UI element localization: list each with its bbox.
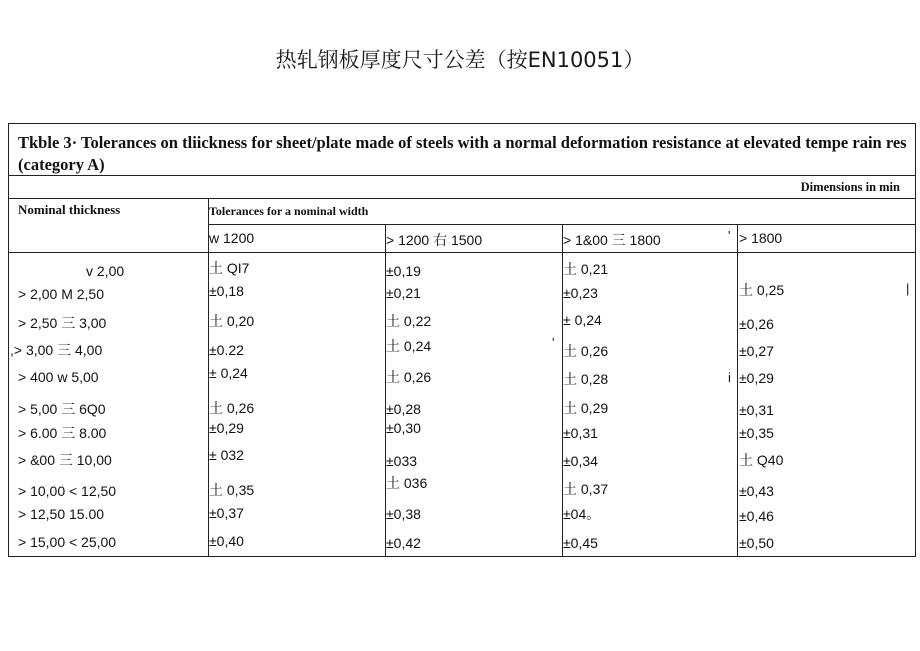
page-title: 热轧钢板厚度尺寸公差（按EN10051）: [275, 48, 645, 72]
tolerance-value: ±0,46: [739, 508, 774, 524]
tolerance-value: ±0,27: [739, 343, 774, 359]
row-thickness: > 10,00 < 12,50: [18, 483, 117, 499]
tolerance-value: 土 0,20: [209, 313, 255, 329]
nominal-thickness-header: Nominal thickness: [18, 202, 121, 217]
row-thickness: > 15,00 < 25,00: [18, 534, 117, 550]
tolerance-value: 土 0,24: [386, 338, 432, 354]
row-thickness: > 5,00 三 6Q0: [18, 401, 106, 417]
width-header-2: > 1200 右 1500: [386, 232, 483, 248]
tolerance-value: ±0,28: [386, 401, 421, 417]
tolerance-value: ± 0,24: [563, 312, 602, 328]
tolerances-header: Tolerances for a nominal width: [209, 204, 369, 218]
tolerance-value: 土 0,29: [563, 400, 609, 416]
row-thickness: > 12,50 15.00: [18, 506, 105, 522]
width-header-4: > 1800: [739, 230, 783, 246]
tolerance-value: ±0,29: [739, 370, 774, 386]
tolerance-value: 土 QI7: [209, 260, 250, 276]
stray-mark: |: [906, 281, 910, 296]
stray-mark: ': [728, 228, 731, 243]
tolerance-value: ±04。: [563, 506, 601, 522]
tolerance-value: ±0,45: [563, 535, 598, 551]
tolerance-value: ±0,18: [209, 283, 244, 299]
width-header-1: w 1200: [209, 230, 255, 246]
stray-mark: i: [728, 370, 731, 385]
tolerance-value: 土 036: [386, 475, 428, 491]
tolerance-value: ±0,21: [386, 285, 421, 301]
table-border-top: [8, 123, 916, 124]
tolerance-value: ±0,37: [209, 505, 244, 521]
row-thickness: > &00 三 10,00: [18, 452, 112, 468]
tolerance-value: 土 0,26: [386, 369, 432, 385]
tolerance-value: ± 032: [209, 447, 244, 463]
tolerance-value: 土 0,21: [563, 261, 609, 277]
tolerance-table: [8, 123, 916, 557]
table-border-right: [915, 123, 916, 557]
tolerance-value: ±0,31: [563, 425, 598, 441]
tolerance-value: 土 0,22: [386, 313, 432, 329]
tolerance-value: ±0,26: [739, 316, 774, 332]
tolerance-value: 土 Q40: [739, 452, 784, 468]
dims-divider: [8, 198, 916, 199]
tolerance-value: ±0,31: [739, 402, 774, 418]
table-caption: Tkble 3· Tolerances on tliickness for sheet/plate made of steels with a normal deformation resistance at elevated tempe rain res (category A): [18, 133, 907, 174]
tolerance-value: ±0,43: [739, 483, 774, 499]
stray-mark: ': [552, 335, 555, 350]
tolerance-value: ±0,40: [209, 533, 244, 549]
tolerance-value: ±0,42: [386, 535, 421, 551]
row-thickness: > 2,00 M 2,50: [18, 286, 105, 302]
tolerance-value: ±033: [386, 453, 418, 469]
tolerance-value: ±0,30: [386, 420, 421, 436]
tolerance-value: 土 0,26: [209, 400, 255, 416]
column-divider-4: [737, 224, 738, 557]
tolerance-value: ±0,23: [563, 285, 598, 301]
tolerance-value: ±0,35: [739, 425, 774, 441]
tolerance-value: ±0,29: [209, 420, 244, 436]
row-thickness: > 400 w 5,00: [18, 369, 99, 385]
row-thickness: > 2,50 三 3,00: [18, 315, 107, 331]
table-border-left: [8, 123, 9, 557]
width-header-3: > 1&00 三 1800: [563, 232, 661, 248]
tolerance-value: 土 0,28: [563, 371, 609, 387]
tolerance-value: ±0,34: [563, 453, 598, 469]
tolerance-value: ±0,50: [739, 535, 774, 551]
tolerance-value: ±0,38: [386, 506, 421, 522]
tolerance-value: ±0.22: [209, 342, 244, 358]
tolerance-value: 土 0,25: [739, 282, 785, 298]
tolerance-value: 土 0,26: [563, 343, 609, 359]
dimensions-note: Dimensions in min: [800, 180, 900, 194]
tolerance-value: 土 0,35: [209, 482, 255, 498]
tolerance-value: ±0,19: [386, 263, 421, 279]
row-thickness: v 2,00: [86, 263, 125, 279]
row-thickness: ,> 3,00 三 4,00: [10, 342, 103, 358]
table-border-bottom: [8, 556, 916, 557]
tolerance-value: ± 0,24: [209, 365, 248, 381]
row-thickness: > 6.00 三 8.00: [18, 425, 107, 441]
header-bottom-divider: [8, 252, 916, 253]
tolerance-value: 土 0,37: [563, 481, 609, 497]
